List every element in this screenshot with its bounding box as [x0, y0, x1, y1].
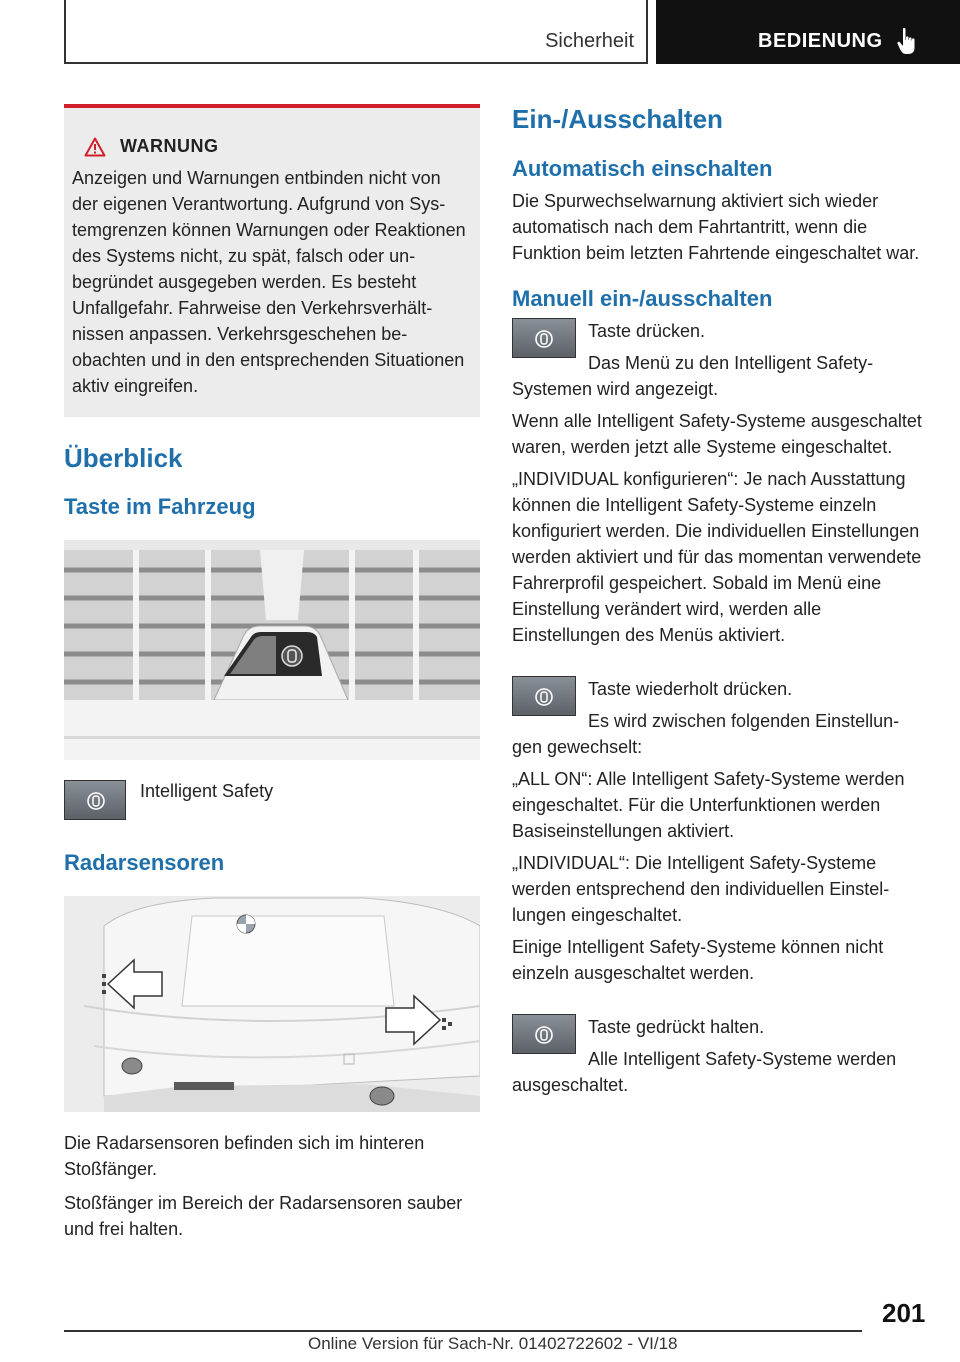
paragraph-cannot-disable: Einige Intelligent Safety-Systeme können nicht einzeln ausgeschaltet werden.: [512, 937, 884, 983]
right-column: [512, 104, 922, 1098]
step2-text: Es wird zwischen folgenden Einstellungen gewechselt:: [512, 711, 900, 757]
footer-online-version: Online Version für Sach-Nr. 01402722602 - VI/18: [308, 1334, 678, 1353]
step3-text: Alle Intelligent Safety-Systeme werden ausgeschaltet.: [512, 1049, 897, 1095]
header-section-box: [64, 0, 648, 64]
warning-text: Anzeigen und Warnungen entbinden nicht von der eigenen Verantwortung. Aufgrund von Systemgrenzen können Warnungen oder Reaktionen des Systems nicht, zu spät, falsch oder unbegründet ausgegeben werden. Es besteht Unfallgefahr. Fahrweise den Verkehrsverhältnissen anpassen. Verkehrsgeschehen beobachten und in den entsprechenden Situationen aktiv eingreifen.: [72, 168, 466, 396]
header-section-title: Sicherheit: [545, 30, 634, 52]
paragraph-individual-mode: „INDIVIDUAL“: Die Intelligent Safety-Systeme werden entsprechend den individuellen Einstellungen eingeschaltet.: [512, 853, 890, 925]
step1-title: Taste drücken.: [588, 321, 706, 341]
paragraph-all-on: Wenn alle Intelligent Safety-Systeme ausgeschaltet waren, werden jetzt alle Systeme eingeschaltet.: [512, 411, 922, 457]
footer-divider: [64, 1330, 862, 1332]
warning-triangle-icon: [84, 137, 106, 157]
auto-on-text: Die Spurwechselwarnung aktiviert sich wieder automatisch nach dem Fahrtantritt, wenn die Funktion beim letzten Fahrtende eingeschaltet war.: [512, 191, 920, 263]
button-in-vehicle-heading: Taste im Fahrzeug: [64, 494, 256, 519]
intelligent-safety-button-icon: [512, 676, 576, 716]
step2-title: Taste wiederholt drücken.: [588, 679, 793, 699]
manual-on-off-heading: Manuell ein-/ausschalten: [512, 286, 773, 311]
intelligent-safety-button-icon: [512, 318, 576, 358]
left-column: [64, 104, 480, 1242]
on-off-heading: Ein-/Ausschalten: [512, 104, 723, 134]
header-chapter-tab[interactable]: [656, 0, 960, 64]
radar-text-2: Stoßfänger im Bereich der Radarsensoren sauber und frei halten.: [64, 1193, 463, 1239]
intelligent-safety-button-icon: [512, 1014, 576, 1054]
radar-sensors-photo: [64, 896, 480, 1112]
radar-text-1: Die Radarsensoren befinden sich im hinteren Stoßfänger.: [64, 1133, 425, 1179]
header-chapter-label: BEDIENUNG: [758, 30, 883, 52]
vehicle-button-photo: [64, 540, 480, 760]
step-press-and-hold: [512, 1014, 922, 1098]
intelligent-safety-button-icon: [64, 780, 126, 820]
step3-title: Taste gedrückt halten.: [588, 1017, 765, 1037]
step1-text: Das Menü zu den Intelligent Safety-Systemen wird angezeigt.: [512, 353, 874, 399]
auto-on-heading: Automatisch einschalten: [512, 156, 773, 181]
intelligent-safety-row: [64, 780, 480, 840]
paragraph-individual-configure: „INDIVIDUAL konfigurieren“: Je nach Ausstattung können die Intelligent Safety-Systeme einzeln konfiguriert werden. Die individuellen Einstellungen werden aktiviert und für das momentan verwendete Fahrerprofil gespeichert. Sobald im Menü eine Einstellung verändert wird, werden alle Einstellungen des Menüs aktiviert.: [512, 469, 922, 645]
step-press-button: [512, 318, 922, 402]
radar-sensors-heading: Radarsensoren: [64, 850, 225, 875]
warning-box: [64, 104, 480, 417]
pointing-hand-icon: [896, 26, 920, 56]
warning-title: WARNUNG: [120, 136, 219, 156]
overview-heading: Überblick: [64, 443, 183, 473]
intelligent-safety-caption: Intelligent Safety: [140, 781, 274, 801]
page-number: 201: [882, 1298, 926, 1328]
warning-title-row: [84, 136, 470, 157]
step-press-repeatedly: [512, 676, 922, 760]
paragraph-all-on-mode: „ALL ON“: Alle Intelligent Safety-Systeme werden eingeschaltet. Für die Unterfunktionen werden Basiseinstellungen aktiviert.: [512, 769, 905, 841]
